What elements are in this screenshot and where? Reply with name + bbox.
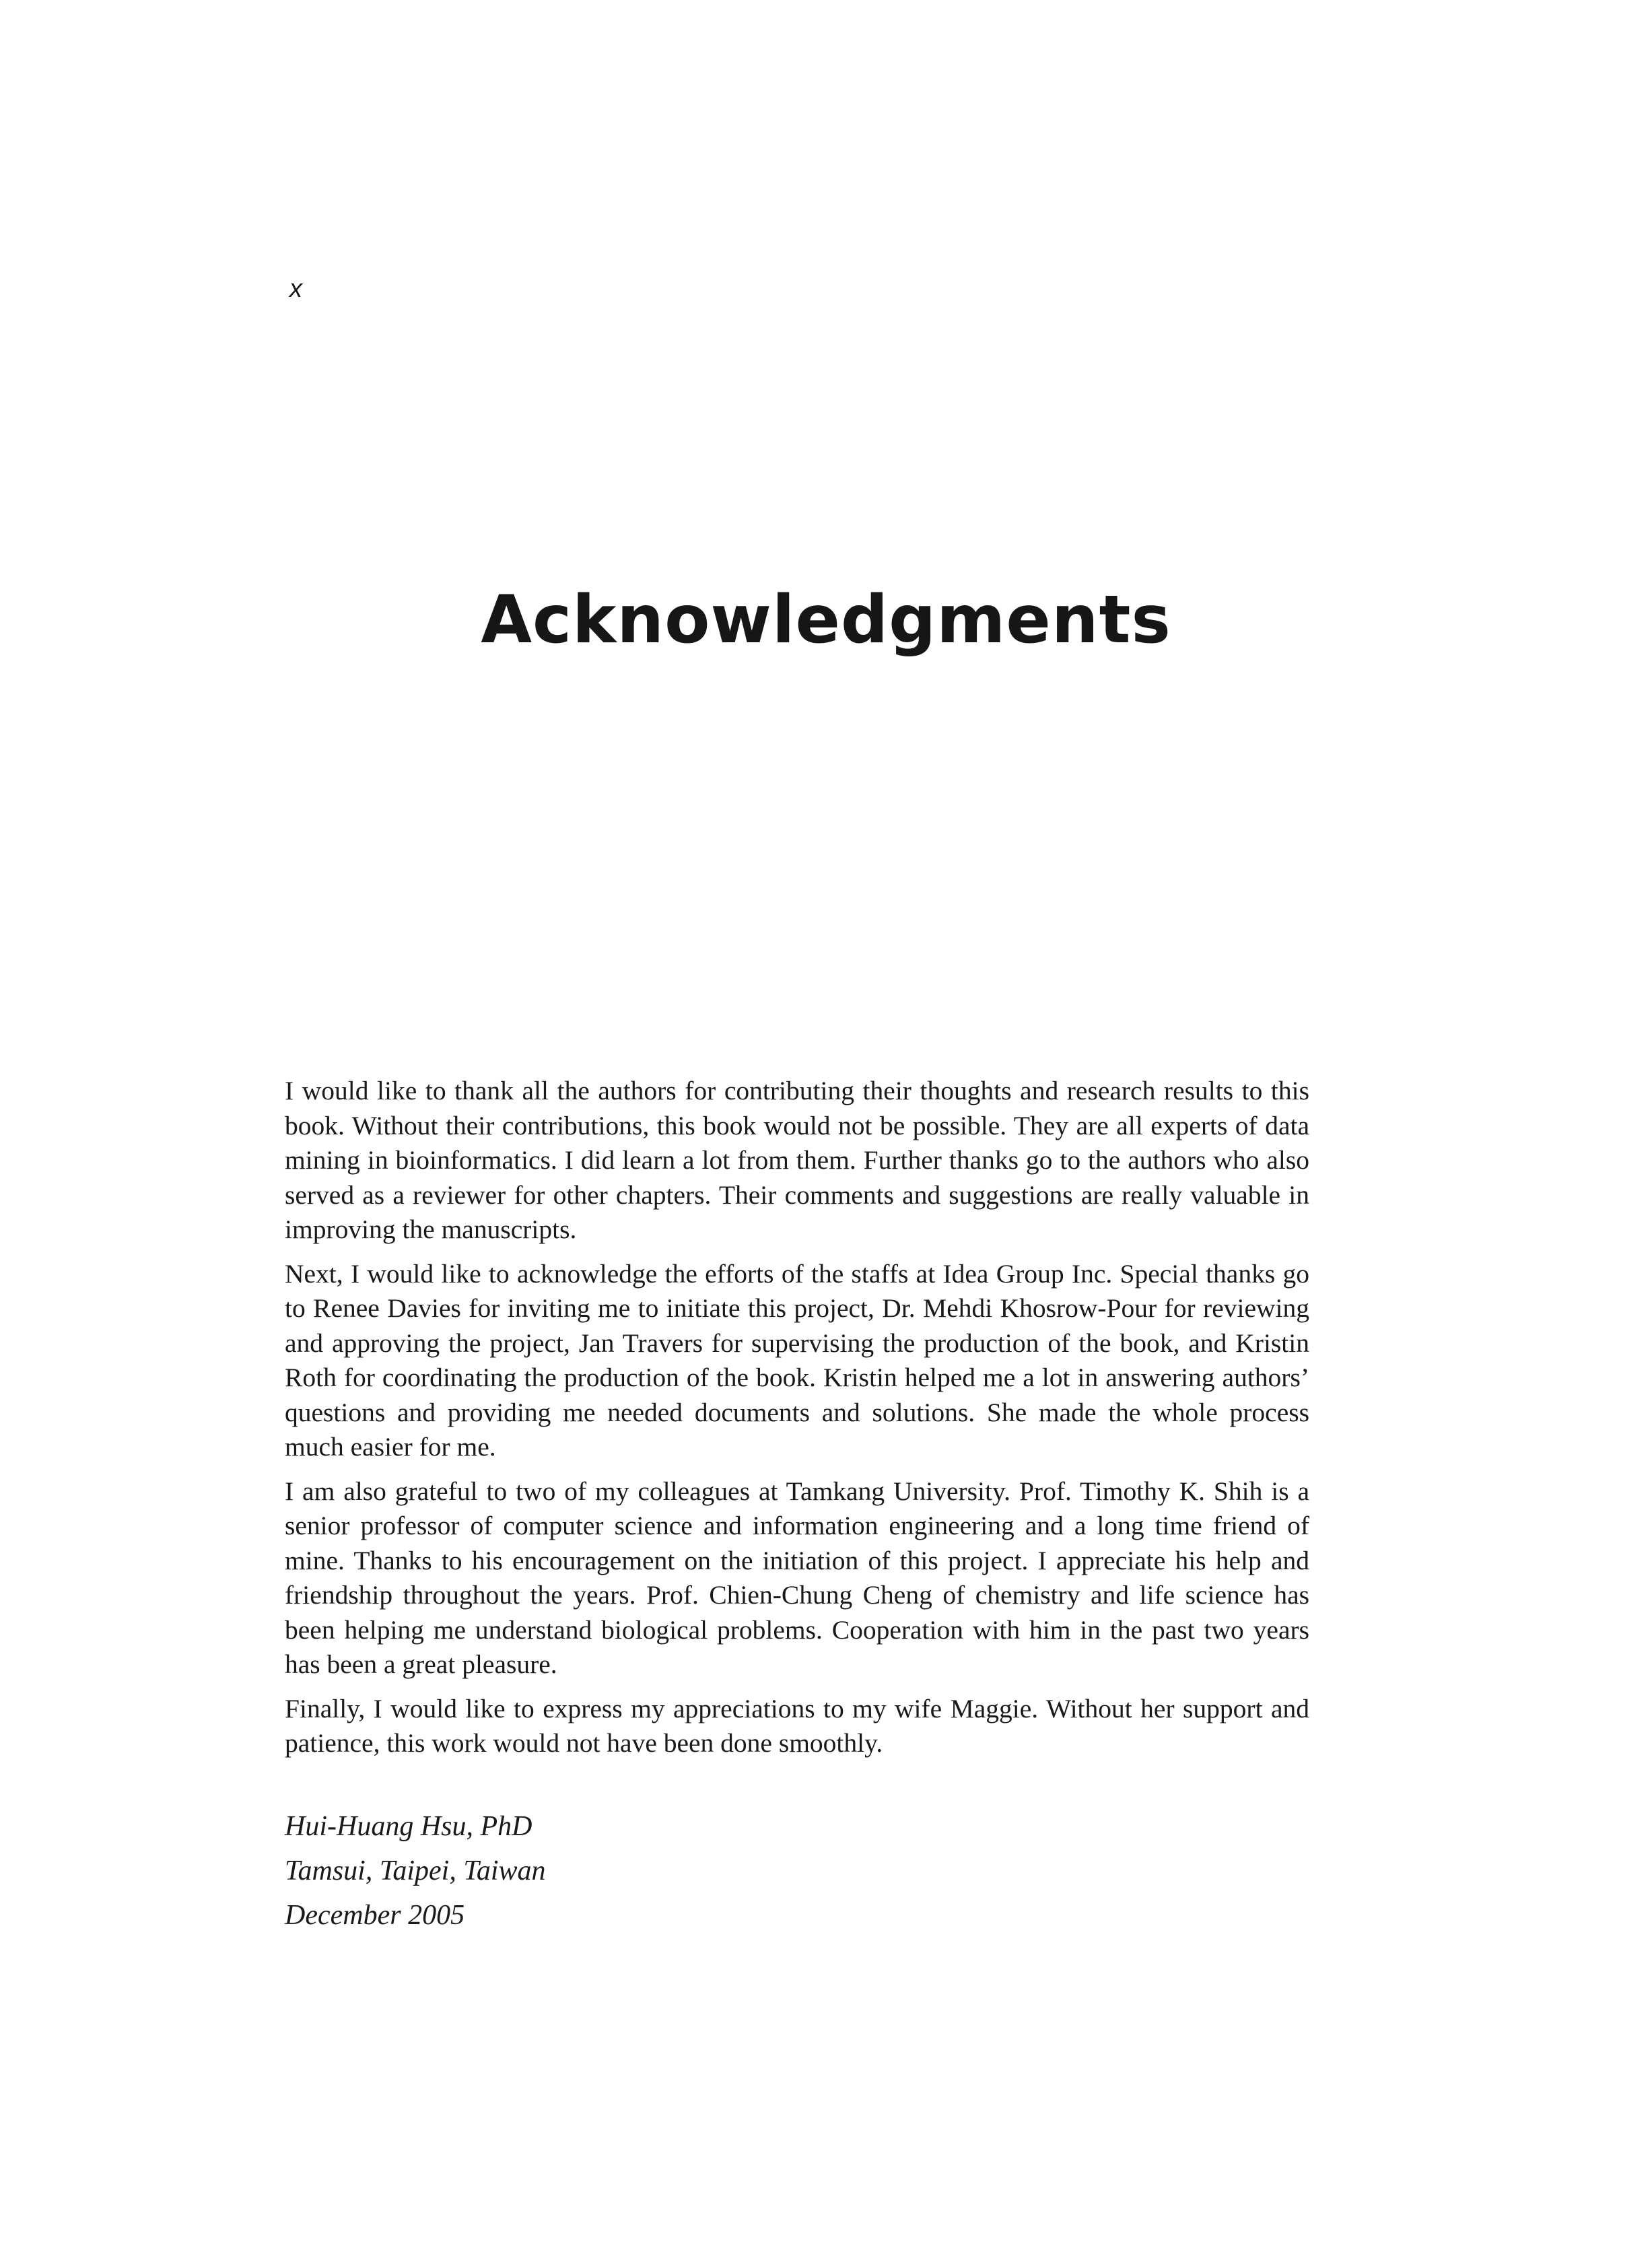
signature-name: Hui-Huang Hsu, PhD (285, 1811, 532, 1842)
page-title: Acknowledgments (481, 582, 1171, 658)
signature-date: December 2005 (285, 1900, 465, 1931)
paragraph-4: Finally, I would like to express my appreciations to my wife Maggie. Without her support and patience, this work would not have been done smoothly. (285, 1693, 1309, 1758)
signature-block (285, 1804, 546, 1938)
body-text (285, 1074, 1309, 1771)
paragraph-1: I would like to thank all the authors for contributing their thoughts and research results to this book. Without their contributions, this book would not be possible. They are all experts of data mining in bioinformatics. I did learn a lot from them. Further thanks go to the authors who also served as a reviewer for other chapters. Their comments and suggestions are really valuable in improving the manuscripts. (285, 1076, 1309, 1244)
paragraph-2: Next, I would like to acknowledge the efforts of the staffs at Idea Group Inc. Special thanks go to Renee Davies for inviting me to initiate this project, Dr. Mehdi Khosrow-Pour for reviewing and approving the project, Jan Travers for supervising the production of the book, and Kristin Roth for coordinating the production of the book. Kristin helped me a lot in answering authors’ questions and providing me needed documents and solutions. She made the whole process much easier for me. (285, 1258, 1309, 1462)
paragraph-3: I am also grateful to two of my colleagues at Tamkang University. Prof. Timothy K. Shih is a senior professor of computer science and information engineering and a long time friend of mine. Thanks to his encouragement on the initiation of this project. I appreciate his help and friendship throughout the years. Prof. Chien-Chung Cheng of chemistry and life science has been helping me understand biological problems. Cooperation with him in the past two years has been a great pleasure. (285, 1476, 1309, 1679)
page-number: x (289, 275, 302, 303)
signature-location: Tamsui, Taipei, Taiwan (285, 1855, 546, 1886)
